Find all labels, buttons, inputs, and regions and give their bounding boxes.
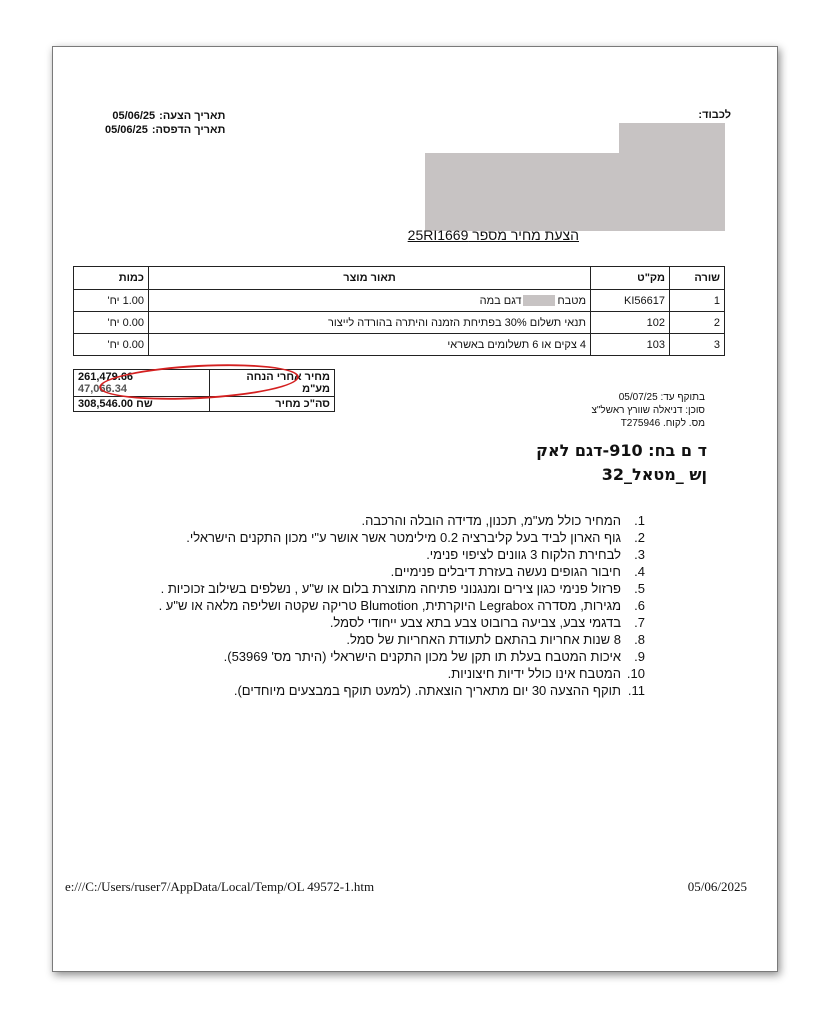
list-item bbox=[52, 648, 645, 665]
cell-qty: 0.00 יח' bbox=[74, 312, 149, 334]
item-number: 10. bbox=[626, 666, 645, 681]
page-title: הצעת מחיר מספר 25RI1669 bbox=[407, 227, 579, 243]
list-item bbox=[52, 512, 645, 529]
col-qty: כמות bbox=[74, 267, 149, 290]
list-item bbox=[52, 614, 645, 631]
item-number: 8. bbox=[634, 632, 645, 647]
item-number: 9. bbox=[634, 649, 645, 664]
print-date: 05/06/25 bbox=[105, 124, 148, 136]
item-number: 6. bbox=[634, 598, 645, 613]
table-row bbox=[74, 290, 725, 312]
agent: סוכן: דניאלה שוורץ ראשל"צ bbox=[591, 405, 705, 416]
cell-sku: 102 bbox=[591, 312, 670, 334]
cell-sku: KI56617 bbox=[591, 290, 670, 312]
handwritten-note bbox=[536, 439, 707, 487]
cell-qty: 1.00 יח' bbox=[74, 290, 149, 312]
desc-part-b: דגם במה bbox=[479, 294, 522, 307]
handwritten-line: ןש _מטאל_32 bbox=[601, 465, 707, 484]
list-item bbox=[52, 665, 645, 682]
col-line: שורה bbox=[670, 267, 725, 290]
item-text: בדגמי צבע, צביעה ברובוט צבע בתא צבע ייחודי לסמל. bbox=[329, 615, 621, 630]
cell-desc: 4 צקים או 6 תשלומים באשראי bbox=[149, 334, 591, 356]
valid-until: בתוקף עד: 05/07/25 bbox=[618, 392, 705, 403]
handwritten-line: ד ם בח: 910-דגם לאק bbox=[536, 441, 707, 460]
after-discount-label: מחיר אחרי הנחה bbox=[246, 371, 330, 383]
terms-list bbox=[52, 512, 645, 699]
table-row bbox=[74, 334, 725, 356]
item-number: 3. bbox=[634, 547, 645, 562]
cell-desc bbox=[149, 290, 591, 312]
list-item bbox=[52, 682, 645, 699]
item-text: לבחירת הלקוח 3 גוונים לציפוי פנימי. bbox=[426, 547, 621, 562]
footer-file-path: e:///C:/Users/ruser7/AppData/Local/Temp/OL 49572-1.htm bbox=[65, 879, 375, 894]
item-text: פרזול פנימי כגון צירים ומנגנוני פתיחה מתוצרת בלום או ש"ע , נשלפים בשילוב זכוכיות . bbox=[160, 581, 621, 596]
desc-part-a: מטבח bbox=[557, 294, 586, 307]
footer-date: 05/06/2025 bbox=[687, 879, 747, 894]
offer-date-label: תאריך הצעה: bbox=[159, 110, 226, 122]
item-number: 11. bbox=[627, 683, 645, 698]
cell-line: 3 bbox=[670, 334, 725, 356]
cell-desc: תנאי תשלום 30% בפתיחת הזמנה והיתרה בהורדה לייצור bbox=[149, 312, 591, 334]
item-number: 1. bbox=[634, 513, 645, 528]
print-date-label: תאריך הדפסה: bbox=[151, 124, 226, 136]
dates-block bbox=[105, 109, 225, 137]
list-item bbox=[52, 546, 645, 563]
item-text: מגירות, מסדרה Legrabox היוקרתית, Blumotion טריקה שקטה ושליפה מלאה או ש"ע . bbox=[158, 598, 621, 613]
col-sku: מק"ט bbox=[591, 267, 670, 290]
list-item bbox=[52, 563, 645, 580]
item-text: תוקף ההצעה 30 יום מתאריך הוצאתה. (למעט תוקף במבצעים מיוחדים). bbox=[233, 683, 621, 698]
list-item bbox=[52, 529, 645, 546]
table-header-row bbox=[74, 267, 725, 290]
document-page bbox=[52, 46, 778, 972]
item-number: 5. bbox=[634, 581, 645, 596]
item-text: חיבור הגופים נעשה בעזרת דיבלים פנימיים. bbox=[390, 564, 621, 579]
redaction-box bbox=[523, 295, 555, 306]
redaction-box bbox=[425, 153, 725, 231]
items-table bbox=[73, 266, 725, 356]
cell-line: 2 bbox=[670, 312, 725, 334]
cell-qty: 0.00 יח' bbox=[74, 334, 149, 356]
offer-meta bbox=[591, 391, 705, 430]
col-desc: תאור מוצר bbox=[149, 267, 591, 290]
item-text: המטבח אינו כולל ידיות חיצוניות. bbox=[447, 666, 621, 681]
item-text: גוף הארון לביד בעל קליברציה 0.2 מילימטר אשר אושר ע"י מכון התקנים הישראלי. bbox=[186, 530, 621, 545]
to-label: לכבוד: bbox=[698, 109, 731, 121]
total-label: סה"כ מחיר bbox=[210, 397, 335, 412]
vat-label: מע"מ bbox=[302, 383, 330, 395]
list-item bbox=[52, 580, 645, 597]
after-discount-value: 261,479.66 bbox=[78, 371, 134, 383]
item-number: 4. bbox=[634, 564, 645, 579]
item-text: 8 שנות אחריות בהתאם לתעודת האחריות של סמל. bbox=[346, 632, 621, 647]
customer-number: מס. לקוח. T275946 bbox=[620, 418, 705, 429]
list-item bbox=[52, 597, 645, 614]
item-text: המחיר כולל מע"מ, תכנון, מדידה הובלה והרכבה. bbox=[361, 513, 621, 528]
item-text: איכות המטבח בעלת תו תקן של מכון התקנים הישראלי (היתר מס' 53969). bbox=[223, 649, 621, 664]
cell-line: 1 bbox=[670, 290, 725, 312]
item-number: 2. bbox=[634, 530, 645, 545]
cell-sku: 103 bbox=[591, 334, 670, 356]
item-number: 7. bbox=[634, 615, 645, 630]
table-row bbox=[74, 312, 725, 334]
list-item bbox=[52, 631, 645, 648]
offer-date: 05/06/25 bbox=[112, 110, 156, 122]
vat-value: 47,066.34 bbox=[78, 383, 127, 395]
total-value: 308,546.00 שח bbox=[74, 397, 210, 412]
